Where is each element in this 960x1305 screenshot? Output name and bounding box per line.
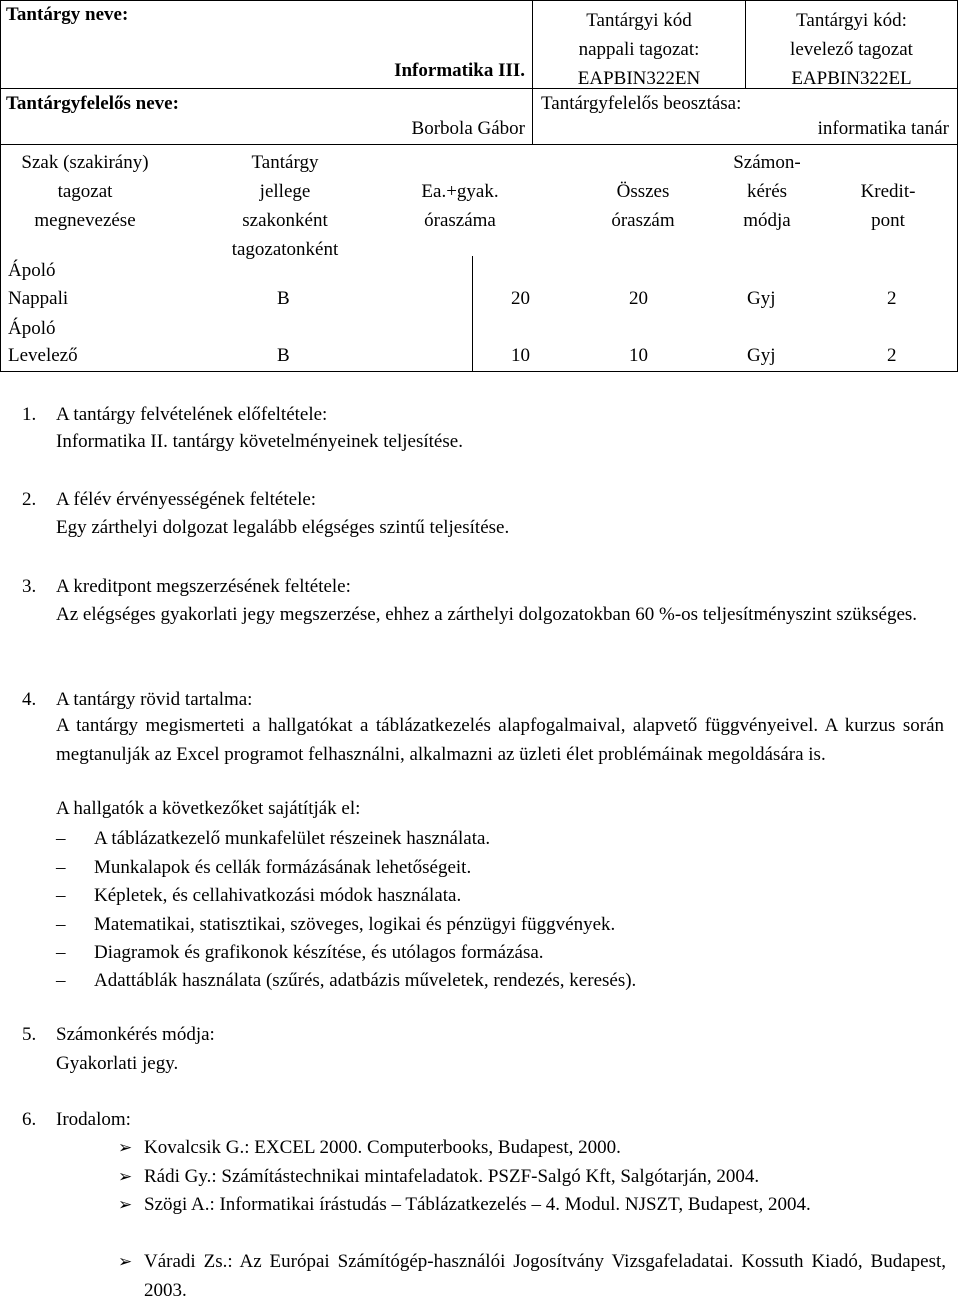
- reference-text: Kovalcsik G.: EXCEL 2000. Computerbooks, Budapest, 2000.: [144, 1137, 621, 1158]
- subject-name: Informatika III.: [394, 60, 525, 81]
- section-1-number: 1.: [22, 404, 37, 425]
- col-header-osszes-line2: óraszám: [611, 210, 675, 231]
- position-value: informatika tanár: [817, 118, 949, 139]
- col-header-szak: [0, 148, 170, 235]
- section-5-text: Gyakorlati jegy.: [56, 1053, 179, 1074]
- code-day-label-2: nappali tagozat:: [578, 39, 700, 60]
- row-osszes: 20: [629, 288, 648, 309]
- section-1-title: A tantárgy felvételének előfeltétele:: [56, 404, 328, 425]
- code-day-value: EAPBIN322EN: [577, 68, 701, 89]
- section-3-title: A kreditpont megszerzésének feltétele:: [56, 576, 351, 597]
- section-2-number: 2.: [22, 489, 37, 510]
- col-header-jelleg-line1: Tantárgy: [251, 152, 319, 173]
- table-divider-row2: [0, 144, 958, 145]
- col-header-szak-line3: megnevezése: [34, 210, 136, 231]
- col-header-jelleg-line2: jellege: [259, 181, 311, 202]
- row-szamon: Gyj: [747, 345, 776, 366]
- row-osszes: 10: [629, 345, 648, 366]
- code-corr-label: Tantárgyi kód:: [796, 10, 907, 31]
- reference-item: [118, 1247, 946, 1305]
- row-jelleg: B: [277, 288, 290, 309]
- col-header-szamon-line3: módja: [743, 210, 791, 231]
- list-item: [56, 853, 471, 882]
- row-jelleg: B: [277, 345, 290, 366]
- reference-text: Rádi Gy.: Számítástechnikai mintafeladatok. PSZF-Salgó Kft, Salgótarján, 2004.: [144, 1166, 760, 1187]
- subject-name-label: Tantárgy neve:: [6, 4, 129, 25]
- section-2-heading: [22, 489, 316, 511]
- row-name-line1: Ápoló: [8, 318, 56, 339]
- row-szamon: Gyj: [747, 288, 776, 309]
- list-item: [56, 910, 615, 939]
- col-header-szak-line2: tagozat: [57, 181, 113, 202]
- dash-bullet-icon: –: [56, 942, 66, 963]
- section-6-title: Irodalom:: [56, 1109, 131, 1130]
- section-4-title: A tantárgy rövid tartalma:: [56, 689, 253, 710]
- section-4-heading: [22, 689, 252, 711]
- code-day-cell: [533, 6, 745, 93]
- section-6-heading: [22, 1109, 131, 1131]
- table-border-bottom: [0, 371, 958, 372]
- list-item: [56, 881, 461, 910]
- col-header-ea-line1: Ea.+gyak.: [421, 181, 499, 202]
- responsible-label: Tantárgyfelelős neve:: [6, 93, 179, 114]
- section-4-text: A tantárgy megismerteti a hallgatókat a táblázatkezelés alapfogalmaival, alapvető függvényeivel. A kurzus során megtanulják az Excel programot felhasználni, alkalmazni az üzleti élet problémáinak megoldására is.: [56, 715, 944, 765]
- list-item-text: Adattáblák használata (szűrés, adatbázis műveletek, rendezés, keresés).: [94, 970, 637, 991]
- table-border-top: [0, 0, 958, 1]
- list-item: [56, 824, 490, 853]
- col-header-kredit: [818, 177, 958, 235]
- dash-bullet-icon: –: [56, 970, 66, 991]
- section-4-intro: A hallgatók a következőket sajátítják el:: [56, 798, 361, 819]
- list-item-text: Diagramok és grafikonok készítése, és utólagos formázása.: [94, 942, 544, 963]
- dash-bullet-icon: –: [56, 828, 66, 849]
- arrow-bullet-icon: ➢: [118, 1138, 133, 1157]
- row-name-line1: Ápoló: [8, 260, 56, 281]
- arrow-bullet-icon: ➢: [118, 1252, 133, 1271]
- row-ea: 10: [511, 345, 530, 366]
- col-header-jelleg-line3: szakonként: [242, 210, 328, 231]
- code-corr-cell: [746, 6, 957, 93]
- col-header-jelleg-line4: tagozatonként: [231, 239, 339, 260]
- col-header-kredit-line2: pont: [871, 210, 905, 231]
- reference-text: Szögi A.: Informatikai írástudás – Táblázatkezelés – 4. Modul. NJSZT, Budapest, 2004.: [144, 1194, 811, 1215]
- col-header-osszes-line1: Összes: [616, 181, 670, 202]
- code-corr-label-2: levelező tagozat: [790, 39, 913, 60]
- code-day-label: Tantárgyi kód: [586, 10, 692, 31]
- code-corr-value: EAPBIN322EL: [791, 68, 912, 89]
- reference-text: Váradi Zs.: Az Európai Számítógép-használói Jogosítvány Vizsgafeladatai. Kossuth Kiadó, Budapest, 2003.: [144, 1251, 946, 1301]
- section-1-text: Informatika II. tantárgy követelményeinek teljesítése.: [56, 431, 463, 452]
- col-header-jelleg: [200, 148, 370, 264]
- col-header-szamon-line1: Számon-: [733, 152, 801, 173]
- list-item-text: Munkalapok és cellák formázásának lehetőségeit.: [94, 857, 472, 878]
- list-item-text: Matematikai, statisztikai, szöveges, logikai és pénzügyi függvények.: [94, 914, 616, 935]
- row-name-line2: Levelező: [8, 345, 78, 366]
- section-3-heading: [22, 576, 351, 598]
- dash-bullet-icon: –: [56, 914, 66, 935]
- section-5-heading: [22, 1024, 215, 1046]
- dash-bullet-icon: –: [56, 857, 66, 878]
- section-2-title: A félév érvényességének feltétele:: [56, 489, 317, 510]
- list-item: [56, 938, 544, 967]
- arrow-bullet-icon: ➢: [118, 1195, 133, 1214]
- responsible-name: Borbola Gábor: [411, 118, 525, 139]
- row-ea: 20: [511, 288, 530, 309]
- section-3-text: Az elégséges gyakorlati jegy megszerzése, ehhez a zárthelyi dolgozatokban 60 %-os teljesítményszint szükséges.: [56, 604, 918, 625]
- arrow-bullet-icon: ➢: [118, 1167, 133, 1186]
- section-1-heading: [22, 404, 327, 426]
- row-kredit: 2: [887, 345, 897, 366]
- dash-bullet-icon: –: [56, 885, 66, 906]
- list-item-text: Képletek, és cellahivatkozási módok használata.: [94, 885, 462, 906]
- col-header-szak-line1: Szak (szakirány): [21, 152, 149, 173]
- col-header-ea: [385, 177, 535, 235]
- section-5-number: 5.: [22, 1024, 37, 1045]
- col-header-ea-line2: óraszáma: [424, 210, 496, 231]
- reference-item: [118, 1133, 946, 1162]
- col-header-kredit-line1: Kredit-: [860, 181, 916, 202]
- col-header-szamon-line2: kérés: [746, 181, 788, 202]
- reference-item: [118, 1190, 946, 1219]
- section-6-number: 6.: [22, 1109, 37, 1130]
- section-3-number: 3.: [22, 576, 37, 597]
- list-item: [56, 966, 636, 995]
- section-5-title: Számonkérés módja:: [56, 1024, 215, 1045]
- row-kredit: 2: [887, 288, 897, 309]
- section-4-number: 4.: [22, 689, 37, 710]
- section-2-text: Egy zárthelyi dolgozat legalább elégséges szintű teljesítése.: [56, 517, 510, 538]
- reference-item: [118, 1162, 946, 1191]
- list-item-text: A táblázatkezelő munkafelület részeinek használata.: [94, 828, 491, 849]
- position-label: Tantárgyfelelős beosztása:: [541, 93, 742, 114]
- table-divider-dashed: [472, 256, 473, 371]
- row-name-line2: Nappali: [8, 288, 69, 309]
